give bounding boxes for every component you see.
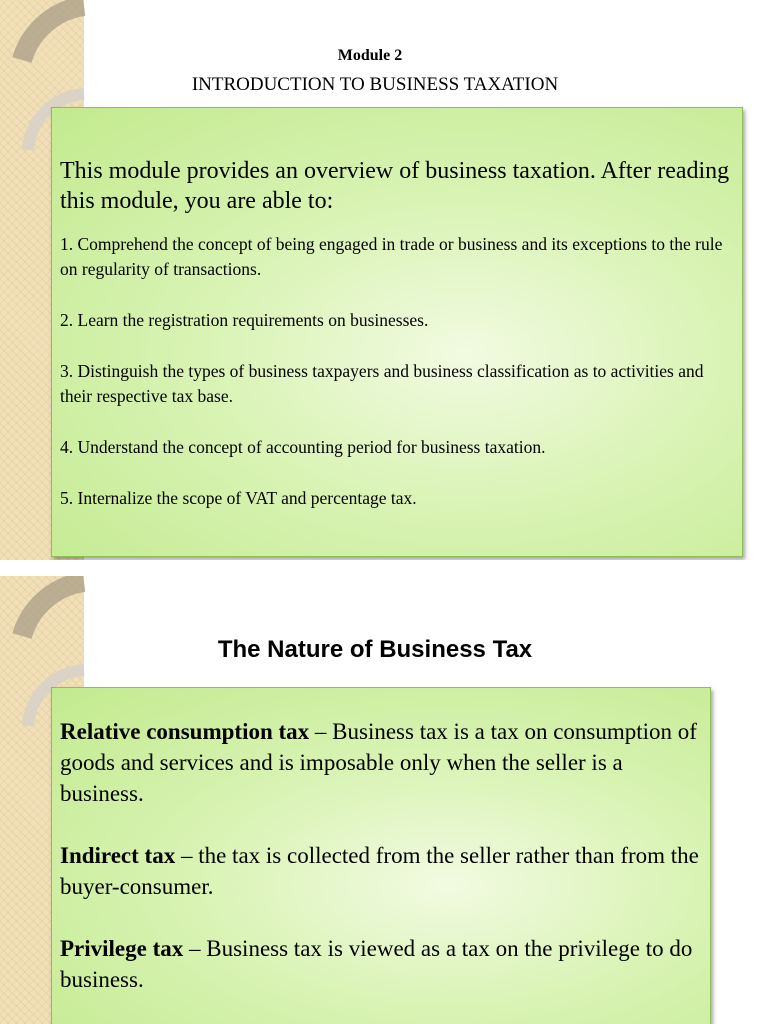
objectives-box [51, 107, 743, 557]
objective-item: 2. Learn the registration requirements on businesses. [60, 310, 429, 330]
module-title: INTRODUCTION TO BUSINESS TAXATION [191, 74, 559, 95]
objective-item: 5. Internalize the scope of VAT and percentage tax. [60, 488, 417, 508]
definitions-box [51, 687, 711, 1024]
term-label: Relative consumption tax [60, 719, 310, 744]
module-number: Module 2 [337, 47, 403, 64]
objective-item: 4. Understand the concept of accounting period for business taxation. [60, 437, 546, 457]
definition-paragraph [60, 933, 702, 995]
slide-separator [0, 560, 768, 576]
term-definition: – the tax is collected from the seller rather than from the buyer-consumer. [60, 843, 699, 899]
definition-paragraph [60, 716, 702, 809]
objective-item: 1. Comprehend the concept of being engaged in trade or business and its exceptions to the rule on regularity of transactions. [60, 234, 723, 279]
slide-nature-of-business-tax [0, 576, 768, 1024]
term-definition: – Business tax is a tax on consumption of goods and services and is imposable only when the seller is a business. [60, 719, 697, 806]
term-label: Privilege tax [60, 936, 184, 961]
term-definition: – Business tax is viewed as a tax on the privilege to do business. [60, 936, 693, 992]
term-label: Indirect tax [60, 843, 176, 868]
slide-heading: The Nature of Business Tax [217, 636, 533, 663]
definition-paragraph [60, 840, 702, 902]
intro-text: This module provides an overview of business taxation. After reading this module, you are able to: [60, 158, 730, 214]
objective-item: 3. Distinguish the types of business taxpayers and business classification as to activities and their respective tax base. [60, 361, 704, 406]
